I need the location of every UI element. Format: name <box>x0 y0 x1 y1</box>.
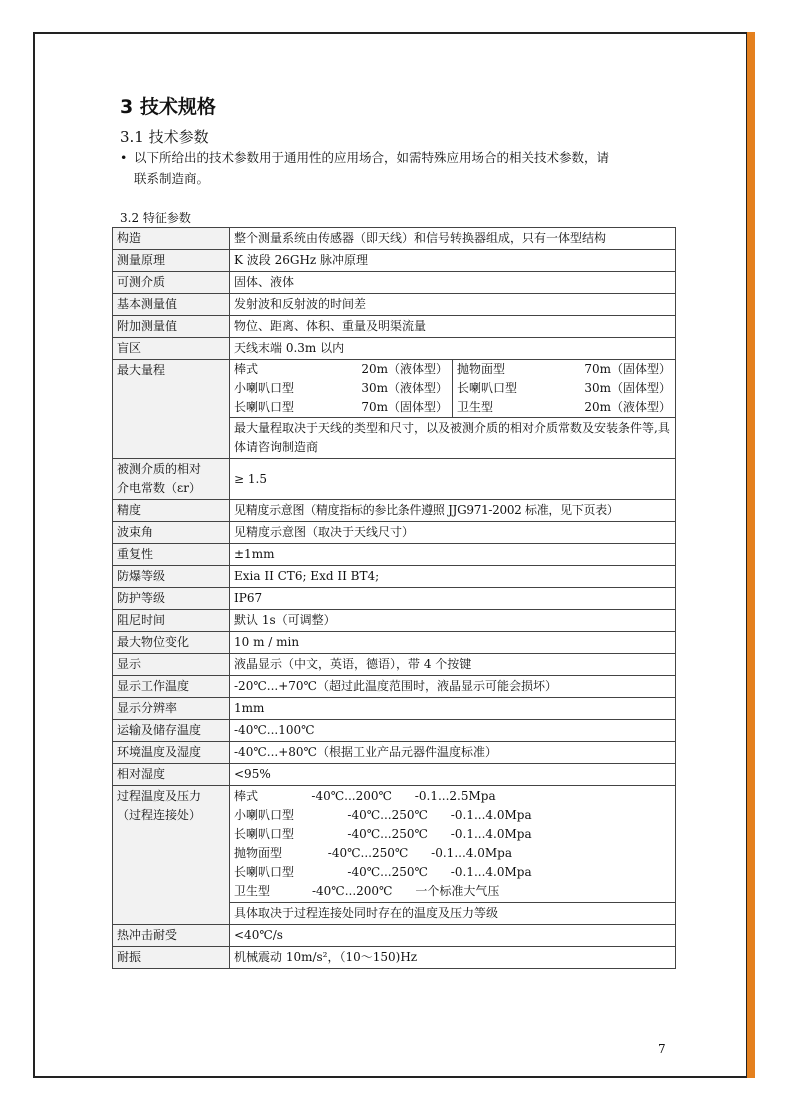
table-row <box>113 250 676 272</box>
process-line: 棒式 -40℃...200℃ -0.1...2.5Mpa <box>234 789 496 803</box>
range-note: 最大量程取决于天线的类型和尺寸，以及被测介质的相对介质常数及安装条件等,具体请咨询制造商 <box>230 418 676 459</box>
row-value: ≥ 1.5 <box>230 459 676 500</box>
range-value: 20m（液体型） <box>361 362 448 376</box>
row-value: 默认 1s（可调整） <box>230 610 676 632</box>
range-value: 30m（液体型） <box>361 381 448 395</box>
range-type: 长喇叭口型 <box>234 400 295 414</box>
range-item <box>234 379 448 398</box>
range-item <box>234 398 448 417</box>
row-label: 防爆等级 <box>113 566 230 588</box>
row-label: 运输及储存温度 <box>113 720 230 742</box>
table-row <box>113 720 676 742</box>
row-value: <40℃/s <box>230 925 676 947</box>
row-label <box>113 786 230 925</box>
range-type: 卫生型 <box>457 400 494 414</box>
subsection-title-features: 3.2 特征参数 <box>120 211 191 225</box>
range-value: 20m（液体型） <box>584 400 671 414</box>
range-table-cell <box>230 360 676 418</box>
row-label: 热冲击耐受 <box>113 925 230 947</box>
row-value: 10 m / min <box>230 632 676 654</box>
table-row <box>113 588 676 610</box>
row-value: IP67 <box>230 588 676 610</box>
row-label: 最大物位变化 <box>113 632 230 654</box>
row-value: -40℃...+80℃（根据工业产品元器件温度标准） <box>230 742 676 764</box>
process-conditions <box>230 786 676 903</box>
range-type: 小喇叭口型 <box>234 381 295 395</box>
table-row <box>113 566 676 588</box>
row-label: 最大量程 <box>113 360 230 459</box>
row-value: 1mm <box>230 698 676 720</box>
row-value: ±1mm <box>230 544 676 566</box>
row-label-line-1: 过程温度及压力 <box>117 789 202 803</box>
process-line: 长喇叭口型 -40℃...250℃ -0.1...4.0Mpa <box>234 827 532 841</box>
row-label-line-2: （过程连接处） <box>117 808 202 822</box>
range-type: 抛物面型 <box>457 362 506 376</box>
intro-bullet <box>120 147 680 189</box>
row-label: 相对湿度 <box>113 764 230 786</box>
page-number: 7 <box>658 1042 666 1056</box>
table-row <box>113 338 676 360</box>
row-label: 基本测量值 <box>113 294 230 316</box>
row-value: <95% <box>230 764 676 786</box>
row-label: 显示工作温度 <box>113 676 230 698</box>
table-row <box>113 500 676 522</box>
range-item <box>457 360 671 379</box>
row-label-line-1: 被测介质的相对 <box>117 462 202 476</box>
row-value: Exia II CT6; Exd II BT4; <box>230 566 676 588</box>
row-label: 测量原理 <box>113 250 230 272</box>
table-row <box>113 676 676 698</box>
row-value: 见精度示意图（精度指标的参比条件遵照 JJG971-2002 标准，见下页表） <box>230 500 676 522</box>
table-row <box>113 228 676 250</box>
process-note: 具体取决于过程连接处同时存在的温度及压力等级 <box>230 903 676 925</box>
table-row <box>113 544 676 566</box>
row-value: 物位、距离、体积、重量及明渠流量 <box>230 316 676 338</box>
range-type: 长喇叭口型 <box>457 381 518 395</box>
table-row <box>113 764 676 786</box>
range-value: 70m（固体型） <box>584 362 671 376</box>
range-item <box>234 360 448 379</box>
row-value: 整个测量系统由传感器（即天线）和信号转换器组成，只有一体型结构 <box>230 228 676 250</box>
table-row <box>113 947 676 969</box>
spec-table <box>112 227 676 969</box>
process-line: 卫生型 -40℃...200℃ 一个标准大气压 <box>234 884 500 898</box>
row-label: 阻尼时间 <box>113 610 230 632</box>
bullet-icon: • <box>120 150 128 165</box>
row-label: 盲区 <box>113 338 230 360</box>
section-title: 3 技术规格 <box>120 96 216 118</box>
bullet-line-2: 联系制造商。 <box>134 171 210 186</box>
range-value: 30m（固体型） <box>584 381 671 395</box>
row-value: -40℃...100℃ <box>230 720 676 742</box>
row-value: 固体、液体 <box>230 272 676 294</box>
table-row <box>113 459 676 500</box>
row-label: 耐振 <box>113 947 230 969</box>
row-label: 显示 <box>113 654 230 676</box>
row-value: 液晶显示（中文，英语，德语），带 4 个按键 <box>230 654 676 676</box>
process-line: 小喇叭口型 -40℃...250℃ -0.1...4.0Mpa <box>234 808 532 822</box>
row-value: 天线末端 0.3m 以内 <box>230 338 676 360</box>
range-columns <box>230 360 675 417</box>
range-left-column <box>230 360 453 417</box>
table-row <box>113 316 676 338</box>
accent-bar <box>747 32 755 1078</box>
row-label: 构造 <box>113 228 230 250</box>
range-item <box>457 379 671 398</box>
row-value: K 波段 26GHz 脉冲原理 <box>230 250 676 272</box>
table-row <box>113 272 676 294</box>
row-label: 精度 <box>113 500 230 522</box>
row-label: 环境温度及湿度 <box>113 742 230 764</box>
table-row <box>113 742 676 764</box>
row-label <box>113 459 230 500</box>
process-line: 长喇叭口型 -40℃...250℃ -0.1...4.0Mpa <box>234 865 532 879</box>
range-type: 棒式 <box>234 362 259 376</box>
row-value: 发射波和反射波的时间差 <box>230 294 676 316</box>
table-row <box>113 294 676 316</box>
table-row <box>113 632 676 654</box>
table-row <box>113 522 676 544</box>
row-value: 机械震动 10m/s²，（10～150)Hz <box>230 947 676 969</box>
row-label: 显示分辨率 <box>113 698 230 720</box>
range-right-column <box>453 360 675 417</box>
range-item <box>457 398 671 417</box>
range-value: 70m（固体型） <box>361 400 448 414</box>
table-row <box>113 610 676 632</box>
row-label: 重复性 <box>113 544 230 566</box>
row-label-line-2: 介电常数（εr） <box>117 481 201 495</box>
row-label: 可测介质 <box>113 272 230 294</box>
subsection-title-parameters: 3.1 技术参数 <box>120 128 209 146</box>
table-row <box>113 360 676 418</box>
table-row <box>113 925 676 947</box>
bullet-line-1: 以下所给出的技术参数用于通用性的应用场合，如需特殊应用场合的相关技术参数，请 <box>134 150 610 165</box>
row-label: 附加测量值 <box>113 316 230 338</box>
row-label: 防护等级 <box>113 588 230 610</box>
table-row <box>113 654 676 676</box>
row-value: 见精度示意图（取决于天线尺寸） <box>230 522 676 544</box>
process-line: 抛物面型 -40℃...250℃ -0.1...4.0Mpa <box>234 846 512 860</box>
row-value: -20℃...+70℃（超过此温度范围时，液晶显示可能会损坏） <box>230 676 676 698</box>
row-label: 波束角 <box>113 522 230 544</box>
table-row <box>113 698 676 720</box>
table-row <box>113 786 676 903</box>
